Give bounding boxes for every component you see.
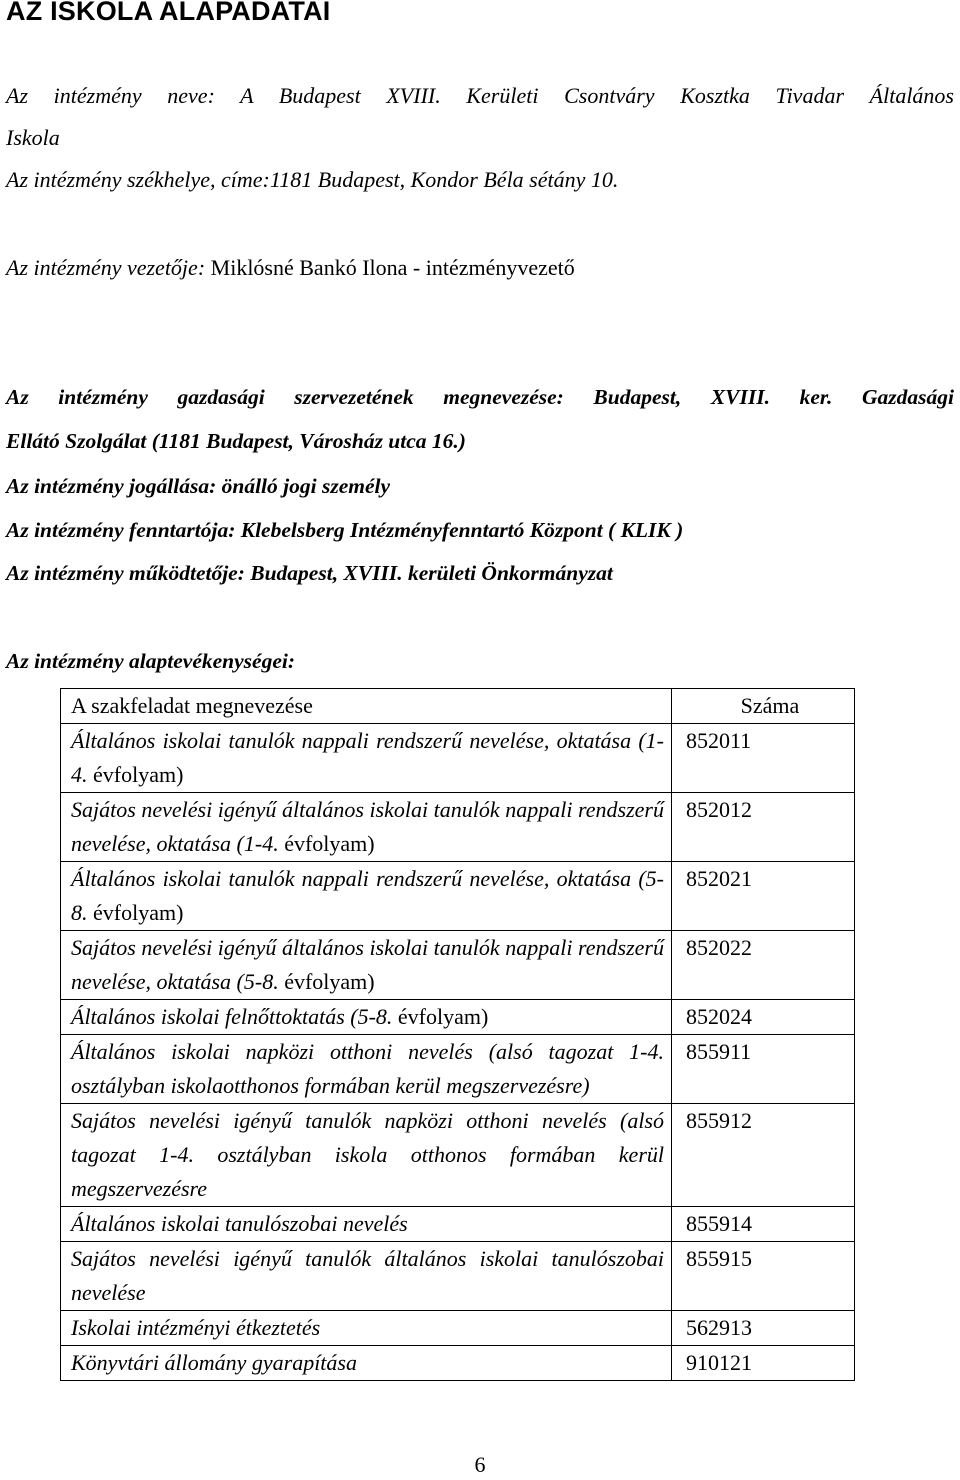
table-row — [61, 931, 855, 1000]
task-number: 852012 — [672, 793, 855, 862]
task-name-italic: Általános iskolai tanulók nappali rendszerű nevelése, oktatása (1-4. — [71, 728, 664, 787]
task-name-italic: Könyvtári állomány gyarapítása — [71, 1350, 357, 1375]
leader-label: Az intézmény vezetője: — [6, 255, 206, 280]
task-number: 855911 — [672, 1035, 855, 1104]
task-name — [61, 1104, 672, 1207]
task-name-italic: Sajátos nevelési igényű általános iskolai tanulók nappali rendszerű nevelése, oktatása (1-4. — [71, 797, 664, 856]
task-number: 855914 — [672, 1207, 855, 1242]
task-name — [61, 931, 672, 1000]
table-row — [61, 1104, 855, 1207]
institution-name-line-2: Iskola — [6, 125, 60, 150]
task-name — [61, 1346, 672, 1381]
table-body — [61, 724, 855, 1381]
header-number: Száma — [672, 689, 855, 724]
task-name-normal: évfolyam) — [397, 1004, 489, 1029]
economic-organization-line-2: Ellátó Szolgálat (1181 Budapest, Városház utca 16.) — [6, 429, 466, 453]
operator: Az intézmény működtetője: Budapest, XVIII. kerületi Önkormányzat — [6, 561, 613, 585]
task-name-italic: Általános iskolai napközi otthoni nevelés (alsó tagozat 1-4. osztályban iskolaotthonos formában kerül megszervezésre) — [71, 1039, 664, 1098]
table-row — [61, 793, 855, 862]
activities-table — [60, 688, 855, 1381]
table-row — [61, 1035, 855, 1104]
task-name-normal: évfolyam) — [284, 831, 375, 856]
table-row — [61, 1346, 855, 1381]
task-name-normal: évfolyam) — [93, 762, 184, 787]
task-name — [61, 1035, 672, 1104]
task-name-italic: Sajátos nevelési igényű tanulók napközi otthoni nevelés (alsó tagozat 1-4. osztályban iskola otthonos formában kerül megszervezésre — [71, 1108, 664, 1201]
institution-seat — [6, 164, 618, 196]
task-name-italic: Sajátos nevelési igényű általános iskolai tanulók nappali rendszerű nevelése, oktatása (5-8. — [71, 935, 664, 994]
task-name-italic: Általános iskolai tanulók nappali rendszerű nevelése, oktatása (5-8. — [71, 866, 664, 925]
activities-heading: Az intézmény alaptevékenységei: — [6, 649, 295, 673]
table-header-row — [61, 689, 855, 724]
task-name-italic: Iskolai intézményi étkeztetés — [71, 1315, 321, 1340]
seat-value: 1181 Budapest, Kondor Béla sétány 10. — [269, 167, 619, 192]
seat-label: Az intézmény székhelye, címe: — [6, 167, 270, 192]
institution-name-line-1: Az intézmény neve: A Budapest XVIII. Kerületi Csontváry Kosztka Tivadar Általános — [6, 83, 954, 108]
table-row — [61, 1311, 855, 1346]
task-number: 852022 — [672, 931, 855, 1000]
maintainer: Az intézmény fenntartója: Klebelsberg Intézményfenntartó Központ ( KLIK ) — [6, 518, 684, 542]
task-name — [61, 1311, 672, 1346]
economic-organization-line-1: Az intézmény gazdasági szervezetének megnevezése: Budapest, XVIII. ker. Gazdasági — [6, 385, 954, 409]
task-number: 910121 — [672, 1346, 855, 1381]
task-name — [61, 862, 672, 931]
task-number: 855912 — [672, 1104, 855, 1207]
task-name-italic: Általános iskolai tanulószobai nevelés — [71, 1211, 408, 1236]
table-row — [61, 1242, 855, 1311]
legal-status: Az intézmény jogállása: önálló jogi személy — [6, 474, 391, 498]
table-row — [61, 1000, 855, 1035]
table-row — [61, 1207, 855, 1242]
leader-value: Miklósné Bankó Ilona - intézményvezető — [205, 255, 575, 280]
page-number: 6 — [474, 1452, 486, 1477]
task-number: 852024 — [672, 1000, 855, 1035]
task-number: 852011 — [672, 724, 855, 793]
task-name — [61, 724, 672, 793]
task-number: 855915 — [672, 1242, 855, 1311]
task-name — [61, 1242, 672, 1311]
task-name-italic: Sajátos nevelési igényű tanulók általános iskolai tanulószobai nevelése — [71, 1246, 664, 1305]
task-name — [61, 1207, 672, 1242]
table-row — [61, 724, 855, 793]
page-heading: AZ ISKOLA ALAPADATAI — [6, 0, 331, 26]
institution-leader — [6, 252, 575, 284]
task-name-normal: évfolyam) — [93, 900, 184, 925]
table-row — [61, 862, 855, 931]
task-number: 562913 — [672, 1311, 855, 1346]
task-name-normal: évfolyam) — [284, 969, 375, 994]
task-name — [61, 793, 672, 862]
task-name-italic: Általános iskolai felnőttoktatás (5-8. — [71, 1004, 398, 1029]
task-number: 852021 — [672, 862, 855, 931]
task-name — [61, 1000, 672, 1035]
header-task-name: A szakfeladat megnevezése — [61, 689, 672, 724]
